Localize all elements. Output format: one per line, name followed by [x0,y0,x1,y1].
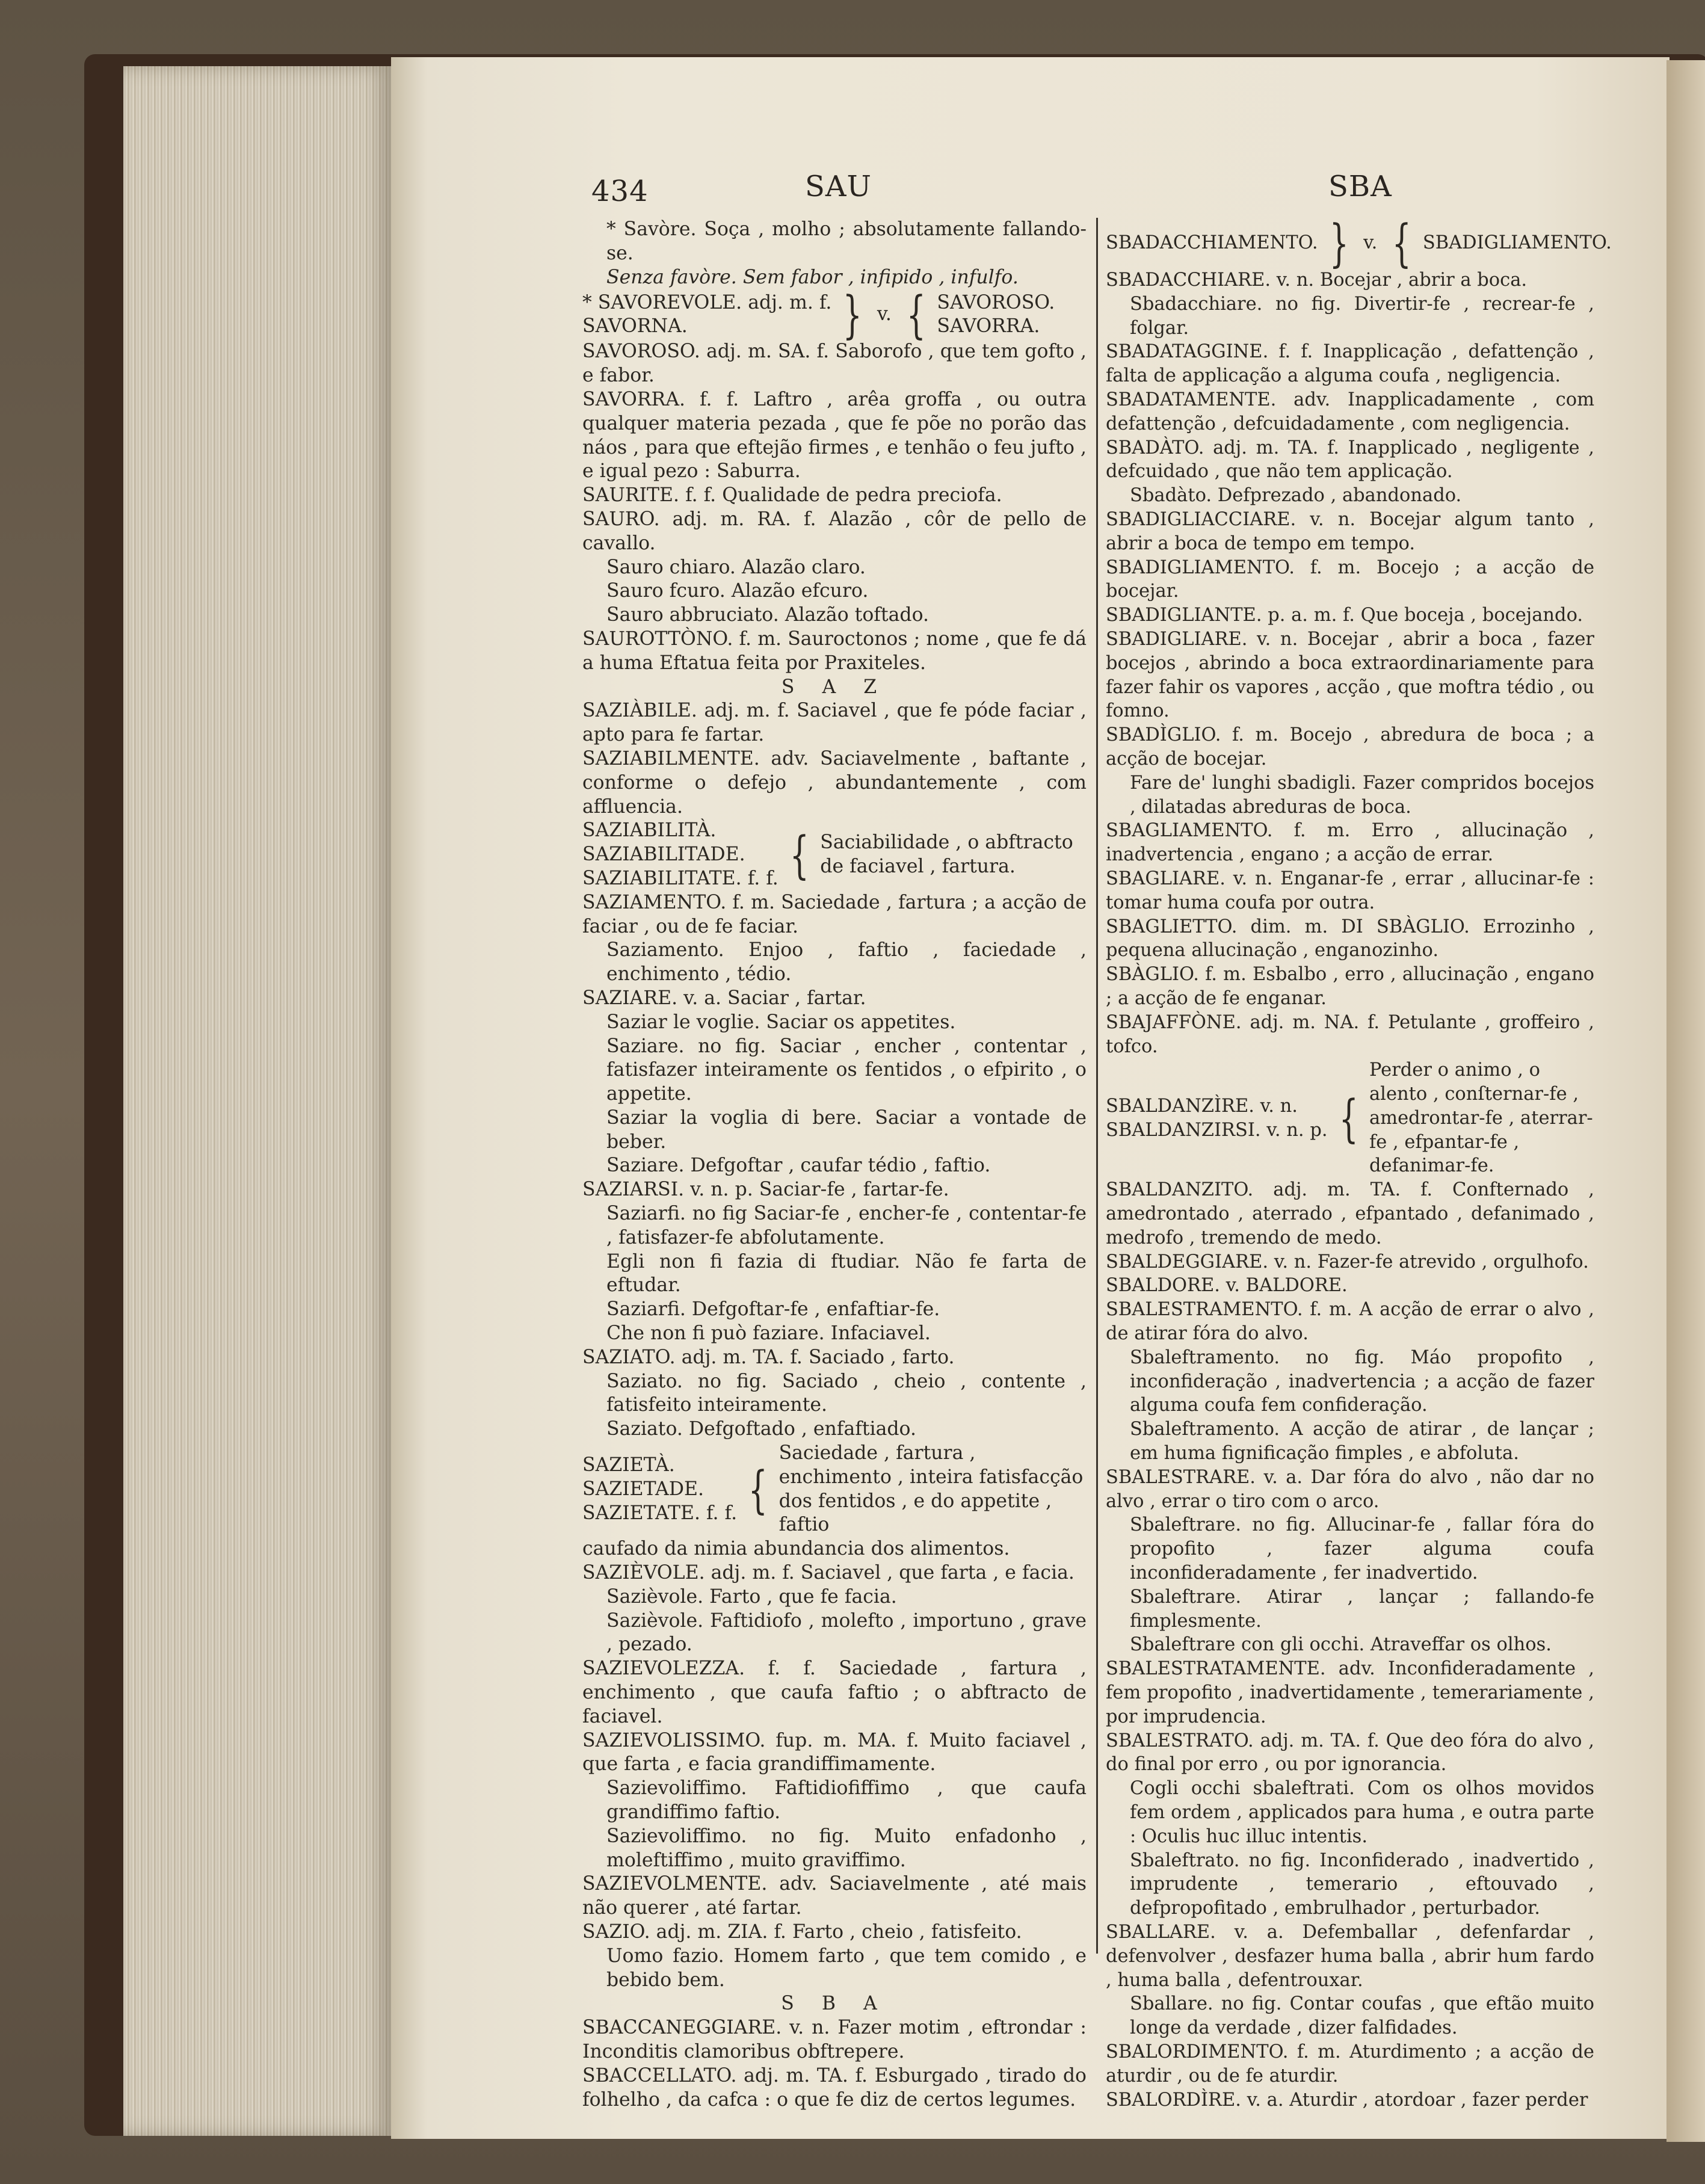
headword: SAVORNA. [582,315,688,338]
entry: Senza favòre. Sem fabor , infipido , infulfo. [606,266,1019,288]
entry: Sauro fcuro. Alazão efcuro. [606,580,869,602]
headword: SAVORRA. [937,315,1040,338]
entry: SBALORDIMENTO. f. m. Aturdimento ; a acção de aturdir , ou de fe aturdir. [1106,2041,1594,2087]
entry: SBADACCHIARE. v. n. Bocejar , abrir a boca. [1106,270,1528,291]
entry: Saziar le voglie. Saciar os appetites. [606,1011,956,1033]
left-column [582,218,1087,2112]
entry: SAZIARSI. v. n. p. Saciar-fe , fartar-fe. [582,1179,949,1201]
entry: SAZIEVOLMENTE. adv. Saciavelmente , até mais não querer , até fartar. [582,1873,1087,1919]
entry: caufado da nimia abundancia dos alimentos. [582,1538,1010,1560]
headword: SBALDANZIRSI. v. n. p. [1106,1119,1328,1141]
headword: SBADIGLIAMENTO. [1422,232,1612,254]
entry-group [582,1442,1087,1537]
entry: SBALESTRATO. adj. m. TA. f. Que deo fóra do alvo , do final por erro , ou por ignorancia. [1106,1730,1594,1775]
entry: SBALORDÌRE. v. a. Aturdir , atordoar , fazer perder [1106,2089,1588,2111]
entry: SAZIARE. v. a. Saciar , fartar. [582,987,866,1009]
entry: SBADATAMENTE. adv. Inapplicadamente , com defattenção , defcuidadamente , com negligencia. [1106,389,1594,434]
headword: SAVOROSO. [937,291,1055,313]
headword: SAZIABILITÀ. [582,819,717,842]
entry: SAZIEVOLEZZA. f. f. Saciedade , fartura , enchimento , que caufa faftio ; o abftracto de faciavel. [582,1658,1087,1727]
brace-icon: } [843,285,863,345]
entry: SBADIGLIANTE. p. a. m. f. Que boceja , bocejando. [1106,605,1583,626]
entry: SBADIGLIARE. v. n. Bocejar , abrir a boca , fazer bocejos , abrindo a boca extraordinariamente para fazer fahir os vapores , acção , que moftra tédio , ou fomno. [1106,628,1594,722]
gloss: Perder o animo , o alento , conſternar-fe , amedrontar-fe , aterrar-fe , efpantar-fe , defanimar-fe. [1369,1060,1593,1177]
entry: Sbaleftrato. no fig. Inconfiderado , inadvertido , imprudente , temerario , eftouvado , defpropofitado , embrulhador , perturbador. [1130,1849,1594,1919]
gloss: Saciedade , fartura , enchimento , inteira fatisfacção dos fentidos , e do appetite , faftio [779,1442,1084,1536]
entry: Sazievoliffimo. Faftidiofiffimo , que caufa grandiffimo faftio. [606,1777,1087,1823]
entry: SAZIEVOLISSIMO. fup. m. MA. f. Muito faciavel , que farta , e facia grandiffimamente. [582,1729,1087,1775]
column-divider [1096,218,1098,1954]
entry: Sbaleftramento. no fig. Máo propofito , inconfideração , inadvertencia ; a acção de fazer alguma coufa fem confideração. [1130,1346,1594,1416]
entry: Sbaleftrare. Atirar , lançar ; fallando-fe fimplesmente. [1130,1586,1594,1632]
brace-icon: } [1329,214,1349,273]
entry: SBALDORE. v. BALDORE. [1106,1275,1348,1297]
brace-icon: { [1339,1088,1358,1148]
entry: Sballare. no fig. Contar coufas , que eftão muito longe da verdade , dizer falfidades. [1130,1993,1594,2039]
entry: Saziato. no fig. Saciado , cheio , contente , fatisfeito inteiramente. [606,1370,1087,1416]
entry: Saziare. Defgoftar , caufar tédio , faftio. [606,1155,991,1177]
entry: Sbaleftrare con gli occhi. Atraveffar os olhos. [1130,1634,1552,1656]
entry: SBALDANZITO. adj. m. TA. f. Confternado , amedrontado , aterrado , efpantado , defanimado , medrofo , tremendo de medo. [1106,1179,1594,1248]
entry: SBACCANEGGIARE. v. n. Fazer motim , eftrondar : Inconditis clamoribus obftrepere. [582,2017,1087,2062]
entry: SAURO. adj. m. RA. f. Alazão , côr de pello de cavallo. [582,508,1087,554]
entry: Saziarfi. Defgoftar-fe , enfaftiar-fe. [606,1298,940,1321]
entry: Sazièvole. Faftidiofo , molefto , importuno , grave , pezado. [606,1609,1087,1656]
entry: Sauro chiaro. Alazão claro. [606,556,866,578]
entry: SAVORRA. f. f. Laftro , arêa groffa , ou outra qualquer materia pezada , que fe põe no porão das náos , para que eftejão firmes , e tenhão o feu jufto , e igual pezo : Saburra. [582,388,1087,483]
entry: Sbadacchiare. no fig. Divertir-fe , recrear-fe , folgar. [1130,293,1594,339]
entry: Sbaleftrare. no fig. Allucinar-fe , fallar fóra do propofito , fazer alguma coufa inconfideradamente , fer inadvertido. [1130,1514,1594,1584]
entry: SBADATAGGINE. f. f. Inapplicação , defattenção , falta de applicação a alguma coufa , negligencia. [1106,341,1594,387]
entry: Saziamento. Enjoo , faftio , faciedade , enchimento , tédio. [606,939,1087,986]
entry: SBALDEGGIARE. v. n. Fazer-fe atrevido , orgulhofo. [1106,1251,1589,1272]
page-number: 434 [591,174,649,208]
entry: SBALESTRAMENTO. f. m. A acção de errar o alvo , de atirar fóra do alvo. [1106,1299,1594,1345]
entry: Sauro abbruciato. Alazão toftado. [606,604,929,626]
entry: SAUROTTÒNO. f. m. Saurοctonos ; nome , que fe dá a huma Eftatua feita por Praxiteles. [582,628,1087,674]
entry: SAZIATO. adj. m. TA. f. Saciado , farto. [582,1346,955,1368]
entry: SBADÀTO. adj. m. TA. f. Inapplicado , negligente , defcuidado , que não tem applicação. [1106,437,1594,483]
right-column [1106,214,1612,2112]
entry: Uomo fazio. Homem farto , que tem comido , e bebido bem. [606,1945,1087,1991]
entry: Sbadàto. Defprezado , abandonado. [1130,485,1462,507]
right-guide-word: SBA [1328,170,1392,203]
left-guide-word: SAU [805,170,872,203]
facing-page-edge [1666,60,1705,2142]
headword: SBADACCHIAMENTO. [1106,232,1318,254]
entry: SAZIAMENTO. f. m. Saciedade , fartura ; a acção de faciar , ou de fe faciar. [582,891,1087,937]
entry: Saziato. Defgoftado , enfaftiado. [606,1418,916,1440]
headword: SAZIETÀ. [582,1454,675,1476]
entry-group [582,819,1087,890]
headword: SAZIABILITADE. [582,844,745,866]
entry: SBADÌGLIO. f. m. Bocejo , abredura de boca ; a acção de bocejar. [1106,724,1594,770]
headword: SBALDANZÌRE. v. n. [1106,1095,1298,1117]
entry: Saziarfi. no fig Saciar-fe , encher-fe , contentar-fe , fatisfazer-fe abfolutamente. [606,1203,1087,1248]
entry: * Savòre. Soça , molho ; absolutamente fallando-se. [606,218,1087,264]
entry: SAZIO. adj. m. ZIA. f. Farto , cheio , fatisfeito. [582,1920,1022,1943]
entry: SAURITE. f. f. Qualidade de pedra preciofa. [582,484,1002,507]
entry-group [1106,214,1612,273]
entry: SBÀGLIO. f. m. Esbalbo , erro , allucinação , engano ; a acção de fe enganar. [1106,964,1594,1009]
headword: SAZIETADE. [582,1478,704,1500]
page-block-edge [123,66,391,2136]
gloss: Saciabilidade , o abftracto de faciavel , fartura. [820,831,1073,878]
section-heading: S B A [781,1993,888,2015]
entry-group [582,285,1087,345]
see-reference: v. [1363,232,1378,254]
entry: Cogli occhi sbaleftrati. Com os olhos movidos fem ordem , applicados para huma , e outra parte : Oculis huc illuc intentis. [1130,1778,1594,1847]
entry: SBAJAFFÒNE. adj. m. NA. f. Petulante , groffeiro , tofco. [1106,1011,1594,1057]
entry: SBACCELLATO. adj. m. TA. f. Esburgado , tirado do folhelho , da cafca : o que fe diz de certos legumes. [582,2064,1087,2111]
entry: SBALESTRARE. v. a. Dar fóra do alvo , não dar no alvo , errar o tiro com o arco. [1106,1466,1594,1512]
entry: SBALLARE. v. a. Defemballar , defenfardar , defenvolver , desfazer huma balla , abrir hum fardo , huma balla , defentrouxar. [1106,1921,1594,1991]
entry: SBADIGLIAMENTO. f. m. Bocejo ; a acção de bocejar. [1106,557,1594,602]
see-reference: v. [877,303,892,325]
entry: SBAGLIARE. v. n. Enganar-fe , errar , allucinar-fe : tomar huma coufa por outra. [1106,868,1594,913]
entry: SAVOROSO. adj. m. SA. f. Saborofo , que tem gofto , e fabor. [582,341,1087,387]
entry: SBAGLIAMENTO. f. m. Erro , allucinação , inadvertencia , engano ; a acção de errar. [1106,820,1594,866]
entry: SBADIGLIACCIARE. v. n. Bocejar algum tanto , abrir a boca de tempo em tempo. [1106,508,1594,554]
entry: SBAGLIETTO. dim. m. DI SBÀGLIO. Errozinho , pequena allucinação , enganozinho. [1106,916,1594,961]
brace-icon: { [789,825,809,885]
headword: SAZIABILITATE. f. f. [582,867,779,889]
entry: Sazièvole. Farto , que fe facia. [606,1585,897,1608]
entry: Saziar la voglia di bere. Saciar a vontade de beber. [606,1106,1087,1153]
entry: SBALESTRATAMENTE. adv. Inconfideradamente , fem propofito , inadvertidamente , temerariamente , por imprudencia. [1106,1658,1594,1727]
entry: Saziare. no fig. Saciar , encher , contentar , fatisfazer inteiramente os fentidos , o efpirito , o appetite. [606,1035,1087,1105]
headword: * SAVOREVOLE. adj. m. f. [582,291,832,313]
entry: Che non fi può faziare. Infaciavel. [606,1322,931,1345]
brace-icon: { [748,1460,768,1519]
entry: Fare de' lunghi sbadigli. Fazer compridos bocejos , dilatadas abreduras de boca. [1130,772,1594,818]
section-heading: S A Z [781,676,888,698]
entry-group [1106,1058,1594,1178]
entry: Egli non fi fazia di ftudiar. Não fe farta de eftudar. [606,1250,1087,1297]
entry: SAZIABILMENTE. adv. Saciavelmente , baftante , conforme o defejo , abundantemente , com affluencia. [582,747,1087,818]
brace-icon: { [906,285,926,345]
entry: Sazievoliffimo. no fig. Muito enfadonho , moleftiffimo , muito graviffimo. [606,1825,1087,1871]
brace-icon: { [1392,214,1412,273]
headword: SAZIETATE. f. f. [582,1502,738,1524]
entry: SAZIÀBILE. adj. m. f. Saciavel , que fe póde faciar , apto para fe fartar. [582,700,1087,746]
entry: Sbaleftramento. A acção de atirar , de lançar ; em huma fignificação fimples , e abfoluta. [1130,1419,1594,1464]
entry: SAZIÈVOLE. adj. m. f. Saciavel , que farta , e facia. [582,1562,1074,1584]
